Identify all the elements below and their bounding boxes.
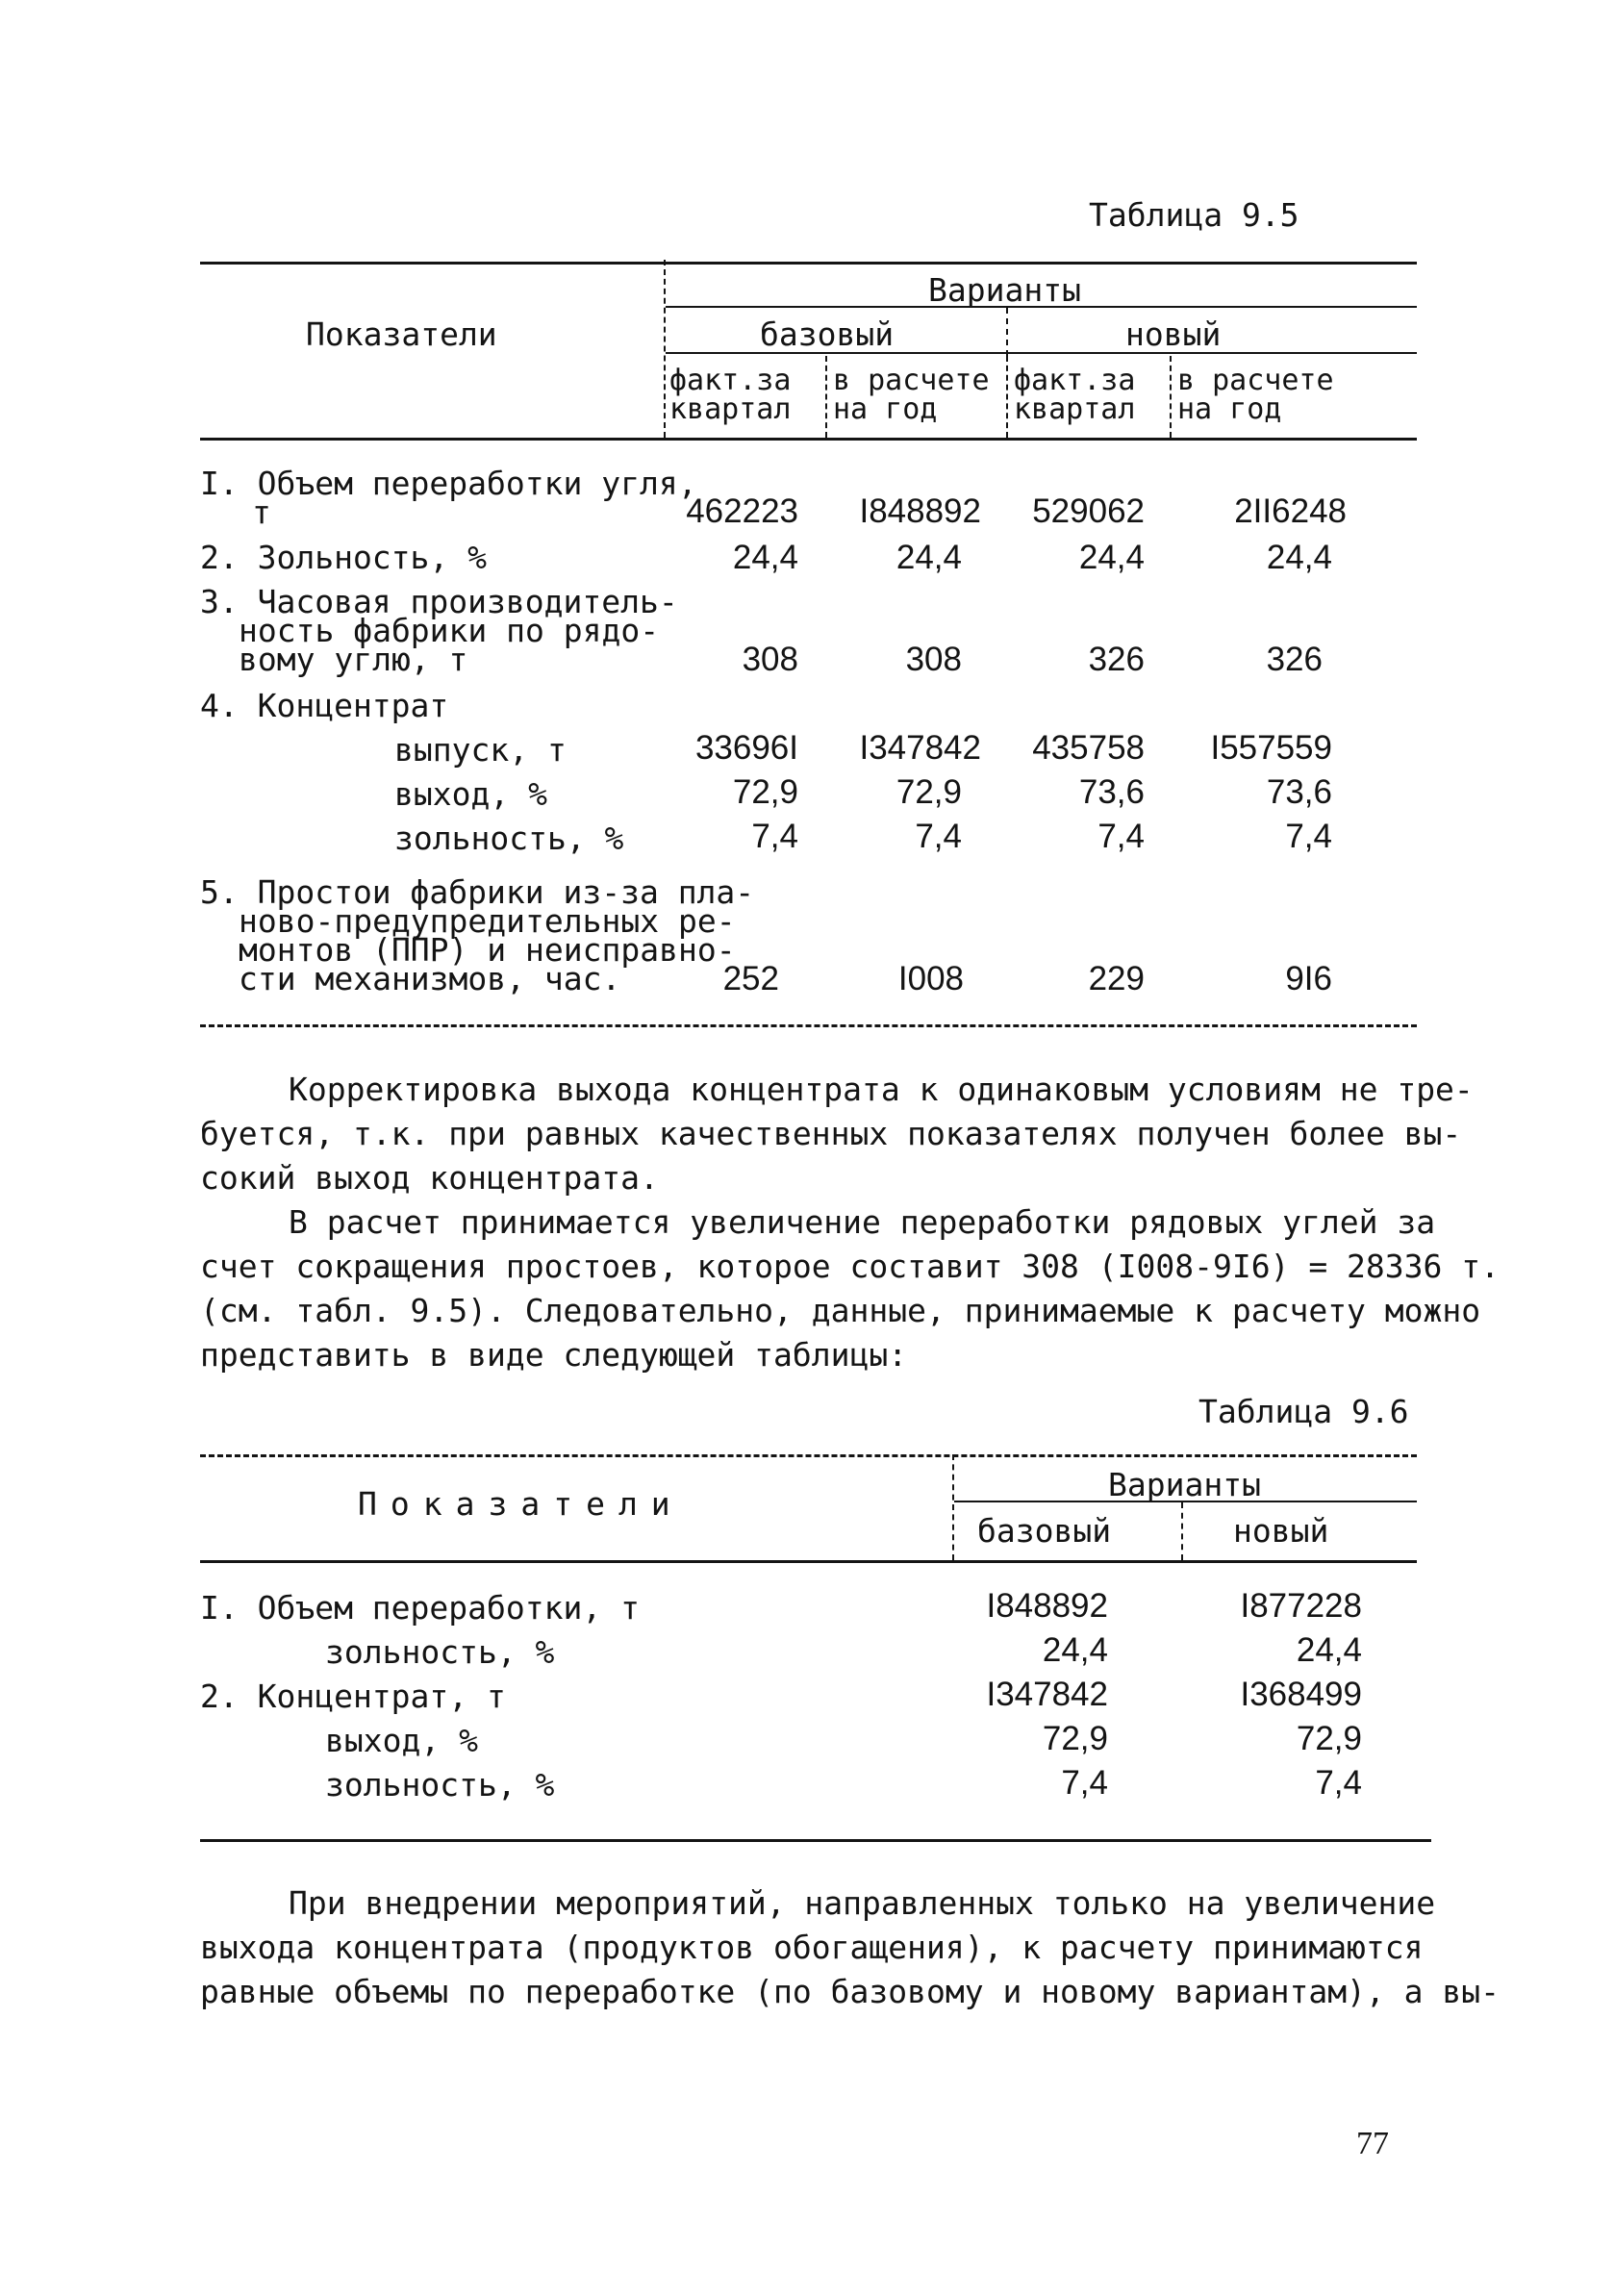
subheader-fact: факт.за [669,364,792,397]
header-indicators: Показатели [306,315,497,353]
subheader-divider [825,356,827,438]
table-cell: 7,4 [751,818,798,855]
table-cell: I347842 [859,729,981,767]
table-cell: 33696I [694,729,798,767]
table-cell: I347842 [986,1676,1108,1713]
table-cell: 24,4 [1078,539,1145,576]
table-cell: 73,6 [1266,773,1332,811]
row-label: ново-предупредительных ре- [239,902,736,940]
table-cell: 24,4 [895,539,962,576]
subheader-divider [1170,356,1172,438]
row-label: 3. Часовая производитель- [200,583,678,620]
header-rule [666,352,1417,354]
body-text-line: В расчет принимается увеличение переработки рядовых углей за [289,1203,1436,1241]
body-text-line: сокий выход концентрата. [200,1159,659,1197]
table-top-rule [200,262,1417,265]
row-label: монтов (ППР) и неисправно- [239,931,736,969]
row-label: I. Объем переработки, т [200,1589,640,1627]
table-cell: I008 [897,960,964,997]
row-label: выход, % [394,775,547,813]
table-cell: 72,9 [1042,1720,1108,1757]
table-cell: 229 [1088,960,1145,997]
table-cell: 9I6 [1285,960,1332,997]
table-cell: 24,4 [1296,1631,1362,1669]
table-bottom-rule [200,1839,1431,1842]
row-label: 2. Зольность, % [200,539,488,576]
table-caption: Таблица 9.5 [1089,196,1299,234]
row-label: сти механизмов, час. [239,960,621,997]
row-label: зольность, % [394,820,624,857]
body-text-line: При внедрении мероприятий, направленных только на увеличение [289,1884,1436,1922]
row-label: I. Объем переработки угля, [200,465,697,502]
table-cell: 72,9 [895,773,962,811]
table-cell: 308 [742,641,798,678]
body-text-line: буется, т.к. при равных качественных показателях получен более вы- [200,1115,1462,1152]
table-cell: 529062 [1032,492,1145,530]
table-column-divider [952,1454,954,1560]
header-new: новый [1125,315,1222,353]
table-cell: I557559 [1210,729,1332,767]
header-divider [1006,308,1008,356]
subheader-calc: в расчете [1177,364,1334,397]
header-indicators: Показатели [358,1485,684,1523]
row-label: выход, % [325,1722,478,1759]
body-text-line: Корректировка выхода концентрата к одинаковым условиям не тре- [289,1071,1474,1108]
table-column-divider [664,260,666,438]
table-cell: 435758 [1032,729,1145,767]
header-rule [954,1501,1417,1502]
body-text-line: равные объемы по переработке (по базовому и новому вариантам), а вы- [200,1973,1501,2010]
header-base: базовый [760,315,895,353]
row-label: 2. Концентрат, т [200,1678,506,1715]
table-cell: 7,4 [1285,818,1332,855]
table-cell: I848892 [986,1587,1108,1625]
table-cell: 7,4 [1061,1764,1108,1802]
header-variants: Варианты [928,271,1081,309]
subheader-fact: квартал [1014,392,1136,426]
row-label: выпуск, т [394,731,567,769]
subheader-fact: квартал [669,392,792,426]
body-text-line: (см. табл. 9.5). Следовательно, данные, принимаемые к расчету можно [200,1292,1481,1329]
row-label: вому углю, т [239,641,468,678]
row-label: зольность, % [325,1633,555,1671]
body-text-line: выхода концентрата (продуктов обогащения), к расчету принимаются [200,1929,1424,1966]
header-variants: Варианты [1108,1466,1261,1503]
table-cell: 7,4 [1315,1764,1362,1802]
table-cell: 7,4 [1097,818,1145,855]
header-bottom-rule [200,1560,1417,1563]
table-cell: 2II6248 [1234,492,1347,530]
body-text-line: счет сокращения простоев, которое составит 308 (I008-9I6) = 28336 т. [200,1248,1501,1285]
table-cell: 7,4 [915,818,962,855]
header-divider [1181,1502,1183,1560]
table-cell: I368499 [1240,1676,1362,1713]
subheader-calc: на год [833,392,938,426]
table-cell: 24,4 [1266,539,1332,576]
subheader-fact: факт.за [1014,364,1136,397]
table-cell: 72,9 [732,773,798,811]
table-cell: 308 [905,641,962,678]
subheader-calc: в расчете [833,364,990,397]
table-top-rule [200,1454,1417,1457]
row-label: 5. Простои фабрики из-за пла- [200,873,755,911]
table-cell: I877228 [1240,1587,1362,1625]
row-label: 4. Концентрат [200,687,449,724]
table-cell: 326 [1266,641,1323,678]
table-cell: 24,4 [1042,1631,1108,1669]
table-cell: 73,6 [1078,773,1145,811]
table-cell: 326 [1088,641,1145,678]
table-cell: 24,4 [732,539,798,576]
page-number: 77 [1356,2126,1389,2161]
row-label: зольность, % [325,1766,555,1804]
header-new: новый [1233,1512,1329,1550]
row-label: т [252,493,271,531]
header-rule [666,306,1417,308]
row-label: ность фабрики по рядо- [239,612,660,649]
subheader-calc: на год [1177,392,1282,426]
header-base: базовый [977,1512,1112,1550]
subheader-divider [1006,356,1008,438]
header-bottom-rule [200,438,1417,441]
table-cell: 462223 [686,492,798,530]
table-bottom-rule [200,1024,1417,1027]
body-text-line: представить в виде следующей таблицы: [200,1336,908,1374]
table-cell: I848892 [859,492,981,530]
table-cell: 72,9 [1296,1720,1362,1757]
table-cell: 252 [722,960,779,997]
table-caption: Таблица 9.6 [1198,1393,1409,1430]
